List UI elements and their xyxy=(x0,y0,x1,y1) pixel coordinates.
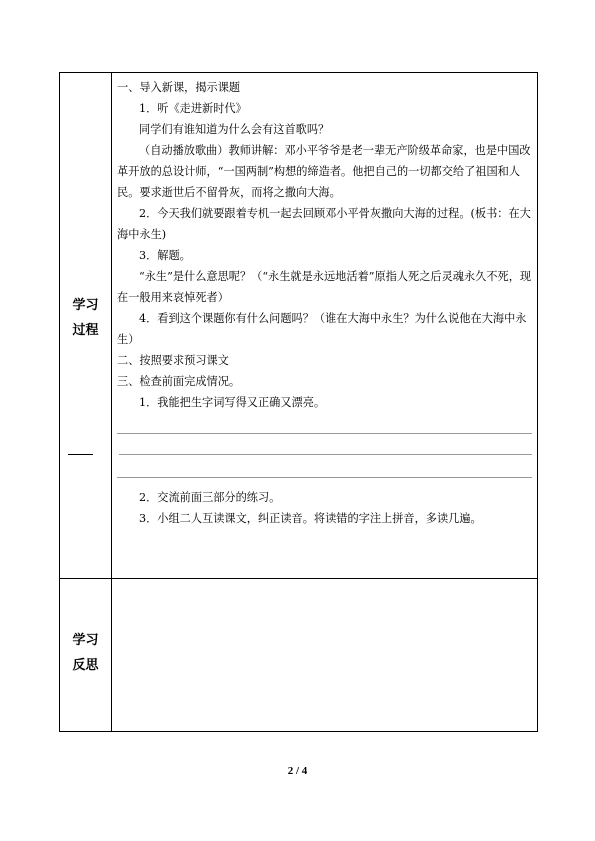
writing-lines xyxy=(117,413,532,481)
list-item: 4．看到这个课题你有什么问题吗？（谁在大海中永生？为什么说他在大海中永生） xyxy=(117,312,527,346)
process-content xyxy=(117,77,532,529)
list-item: 2．交流前面三部分的练习。 xyxy=(139,491,281,504)
page-number: 2 / 4 xyxy=(287,765,308,777)
column-divider xyxy=(111,73,112,731)
row-divider xyxy=(60,578,537,579)
writing-line xyxy=(117,433,532,434)
label-line: 过程 xyxy=(72,323,99,338)
section-title: 二、按照要求预习课文 xyxy=(117,354,229,367)
list-item: 1．我能把生字词写得又正确又漂亮。 xyxy=(139,396,326,409)
label-line: 学习 xyxy=(72,633,99,648)
list-item: 3．解题。 xyxy=(139,249,191,262)
list-item: 3．小组二人互读课文，纠正读音。将读错的字注上拼音，多读几遍。 xyxy=(139,512,482,525)
list-item: 1．听《走进新时代》 xyxy=(139,102,247,115)
paragraph: “永生”是什么意思呢？（“永生就是永远地活着”原指人死之后灵魂永久不死，现在一般用来哀悼死者） xyxy=(117,270,532,304)
section-title: 三、检查前面完成情况。 xyxy=(117,375,241,388)
paragraph: （自动播放歌曲）教师讲解：邓小平爷爷是老一辈无产阶级革命家，也是中国改革开放的总设计师，“一国两制”构想的缔造者。他把自己的一切都交给了祖国和人民。要求逝世后不留骨灰，而将之撒向大海。 xyxy=(117,144,531,199)
label-learning-reflection xyxy=(60,628,111,678)
writing-line xyxy=(119,454,532,455)
writing-line-stub xyxy=(68,454,93,455)
writing-line xyxy=(117,477,532,478)
label-line: 反思 xyxy=(72,658,99,673)
label-line: 学习 xyxy=(72,298,99,313)
question-text: 同学们有谁知道为什么会有这首歌吗？ xyxy=(139,123,330,136)
label-learning-process xyxy=(60,293,111,343)
list-item: 2．今天我们就要跟着专机一起去回顾邓小平骨灰撒向大海的过程。(板书：在大海中永生) xyxy=(117,207,531,241)
lesson-table xyxy=(59,72,538,732)
section-title: 一、导入新课，揭示课题 xyxy=(117,81,241,94)
